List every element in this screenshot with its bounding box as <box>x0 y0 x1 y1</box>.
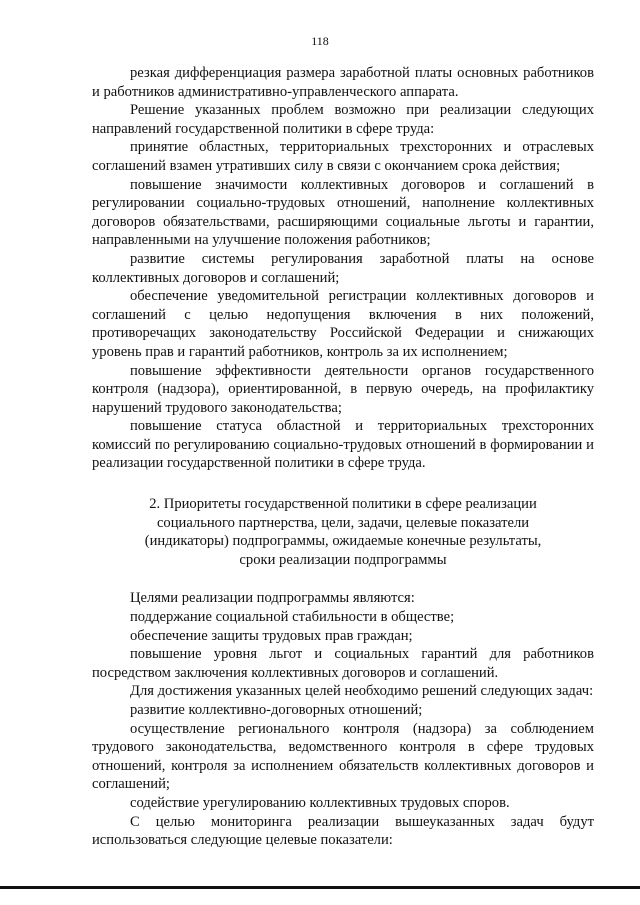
paragraph: поддержание социальной стабильности в обществе; <box>130 609 455 626</box>
paragraph: содействие урегулированию коллективных трудовых споров. <box>130 794 510 811</box>
paragraph: Целями реализации подпрограммы являются: <box>130 590 415 607</box>
paragraph: Решение указанных проблем возможно при реализации следующих направлений государственной политики в сфере труда: <box>92 102 594 137</box>
paragraph: осуществление регионального контроля (надзора) за соблюдением трудового законодательства, ведомственного контроля в сфере трудовых отношений, контроля за исполнением обязательств коллективных договоров и соглашений; <box>92 720 594 793</box>
heading-line: (индикаторы) подпрограммы, ожидаемые конечные результаты, <box>144 533 542 550</box>
section-heading <box>92 495 594 569</box>
paragraph: повышение эффективности деятельности органов государственного контроля (надзора), ориентированной, в первую очередь, на профилактику нарушений трудового законодательства; <box>92 362 594 416</box>
paragraph: развитие коллективно-договорных отношений; <box>130 702 423 718</box>
paragraph: повышение уровня льгот и социальных гарантий для работников посредством заключения коллективных договоров и соглашений. <box>92 646 594 681</box>
heading-line: 2. Приоритеты государственной политики в сфере реализации <box>149 496 537 513</box>
heading-line: сроки реализации подпрограммы <box>239 551 447 568</box>
paragraph: принятие областных, территориальных трехсторонних и отраслевых соглашений взамен утративших силу в связи с окончанием срока действия; <box>92 139 594 174</box>
paragraph: С целью мониторинга реализации вышеуказанных задач будут использоваться следующие целевые показатели: <box>92 813 594 849</box>
page-number: 118 <box>311 34 329 48</box>
document-body <box>92 64 594 850</box>
paragraph: повышение значимости коллективных договоров и соглашений в регулировании социально-трудовых отношений, наполнение коллективных договоров обязательствами, расширяющими социальные льготы и гарантии, направленными на улучшение положения работников; <box>92 176 594 249</box>
scan-edge-line <box>0 886 640 889</box>
paragraph: обеспечение защиты трудовых прав граждан; <box>130 627 413 644</box>
paragraph: резкая дифференциация размера заработной платы основных работников и работников административно-управленческого аппарата. <box>92 65 594 100</box>
paragraph: Для достижения указанных целей необходимо решений следующих задач: <box>130 683 594 700</box>
paragraph: повышение статуса областной и территориальных трехсторонних комиссий по регулированию социально-трудовых отношений в формировании и реализации государственной политики в сфере труда. <box>92 418 594 472</box>
paragraph: развитие системы регулирования заработной платы на основе коллективных договоров и соглашений; <box>92 250 594 286</box>
heading-line: социального партнерства, цели, задачи, целевые показатели <box>156 514 530 531</box>
paragraph: обеспечение уведомительной регистрации коллективных договоров и соглашений с целью недопущения включения в них положений, противоречащих законодательству Российской Федерации и снижающих уровень прав и гарантий работников, контроль за их исполнением; <box>92 288 594 360</box>
